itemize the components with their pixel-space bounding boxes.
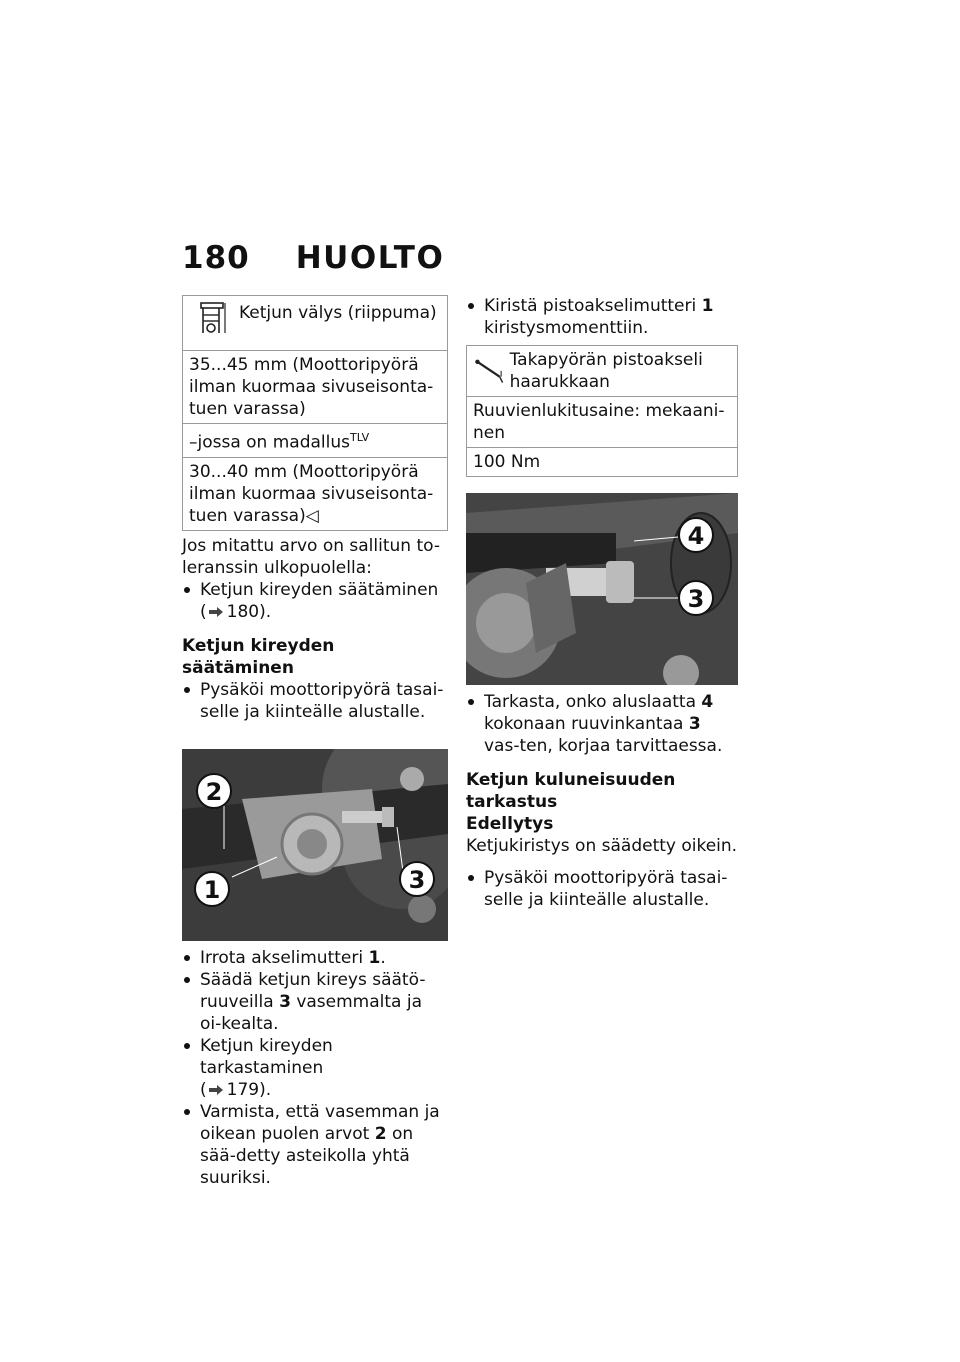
left-column [182,295,448,1189]
bullet-text-end: vas-ten, korjaa tarvittaessa. [484,736,723,756]
page-number: 180 [182,240,250,276]
photo1-label-3: 3 [408,865,426,894]
bullet-park: Pysäköi moottoripyörä tasai-selle ja kiinteälle alustalle. [182,679,448,723]
photo-washer-screw [466,493,738,685]
page-header [182,240,444,280]
bullet-adjust-chain: Ketjun kireyden säätäminen ( 180). [182,579,448,623]
bullet-text: Varmista, että vasemman ja oikean puolen arvot [200,1101,440,1144]
ref-number: 3 [688,714,701,734]
bullet-text: Säädä ketjun kireys säätö-ruuveilla [200,969,426,1012]
bullet-text-end: on sää-detty asteikolla yhtä suuriksi. [200,1123,414,1188]
torque-wrench-icon [473,349,506,391]
caliper-spec-icon [189,299,233,339]
torque-spec-table [466,345,738,477]
bullet-adjust-screws [182,969,448,1035]
torque-value: 100 Nm [467,447,737,476]
bullet-text: Kiristä pistoakselimutteri [484,296,697,316]
right-column [466,295,738,911]
bullet-park-2: Pysäköi moottoripyörä tasai-selle ja kiinteälle alustalle. [466,867,738,911]
heading-adjust-chain: Ketjun kireyden säätäminen [182,635,335,678]
torque-table-header [467,346,737,396]
bullet-check-washer [466,691,738,757]
heading-prerequisite: Edellytys [466,814,554,834]
spec-value-standard: 35...45 mm (Moottoripyörä ilman kuormaa sivuseisonta-tuen varassa) [183,350,447,423]
bullet-remove-nut: Irrota akselimutteri 1. [182,947,448,969]
bullet-text-end: vasemmalta ja oi-kealta. [200,991,422,1034]
bullet-check-chain: Ketjun kireyden tarkastaminen ( 179). [182,1035,448,1101]
spec-condition-lowered [183,423,447,457]
prerequisite-text: Ketjukiristys on säädetty oikein. [466,836,738,856]
photo1-label-1: 1 [203,875,221,904]
torque-locker: Ruuvienlukitusaine: mekaani-nen [467,396,737,447]
photo-axle-adjuster [182,749,448,941]
bullet-text: Ketjun kireyden tarkastaminen [200,1035,333,1078]
photo2-label-4: 4 [687,522,705,550]
ref-number: 1 [368,947,381,968]
bullet-text-mid: kokonaan ruuvinkantaa [484,714,684,734]
ref-number: 1 [701,296,714,316]
bullet-text: Tarkasta, onko aluslaatta [484,692,696,712]
chain-slack-spec-table [182,295,448,531]
photo1-label-2: 2 [205,777,223,806]
spec-table-title: Ketjun välys (riippuma) [239,303,437,323]
spec-table-header [183,296,447,350]
page-ref[interactable]: 179). [226,1079,272,1100]
bullet-text: Ketjun kireyden säätäminen [200,579,439,600]
ref-number: 4 [701,692,714,712]
spec-value-lowered: 30...40 mm (Moottoripyörä ilman kuormaa sivuseisonta-tuen varassa)◁ [183,457,447,530]
page-reference-arrow-icon [209,1085,223,1095]
page-ref[interactable]: 180). [226,601,272,622]
section-title: HUOLTO [295,240,445,276]
condition-text: –jossa on madallus [189,432,351,453]
axle-adjuster-illustration [182,749,448,941]
torque-table-title: Takapyörän pistoakseli haarukkaan [509,350,703,392]
bullet-verify-scale [182,1101,448,1189]
page-reference-arrow-icon [209,607,223,617]
washer-screw-illustration [466,493,738,685]
ref-number: 2 [374,1123,387,1144]
bullet-tighten-nut [466,295,738,339]
bullet-text-end: kiristysmomenttiin. [484,318,649,338]
heading-chain-wear: Ketjun kuluneisuuden tarkastus [466,770,676,812]
condition-sup: TLV [350,431,370,444]
photo2-label-3: 3 [687,585,705,613]
ref-number: 3 [279,991,291,1012]
bullet-text: Irrota akselimutteri [200,947,364,968]
tolerance-paragraph: Jos mitattu arvo on sallitun to-leranssin ulkopuolella: [182,535,440,578]
